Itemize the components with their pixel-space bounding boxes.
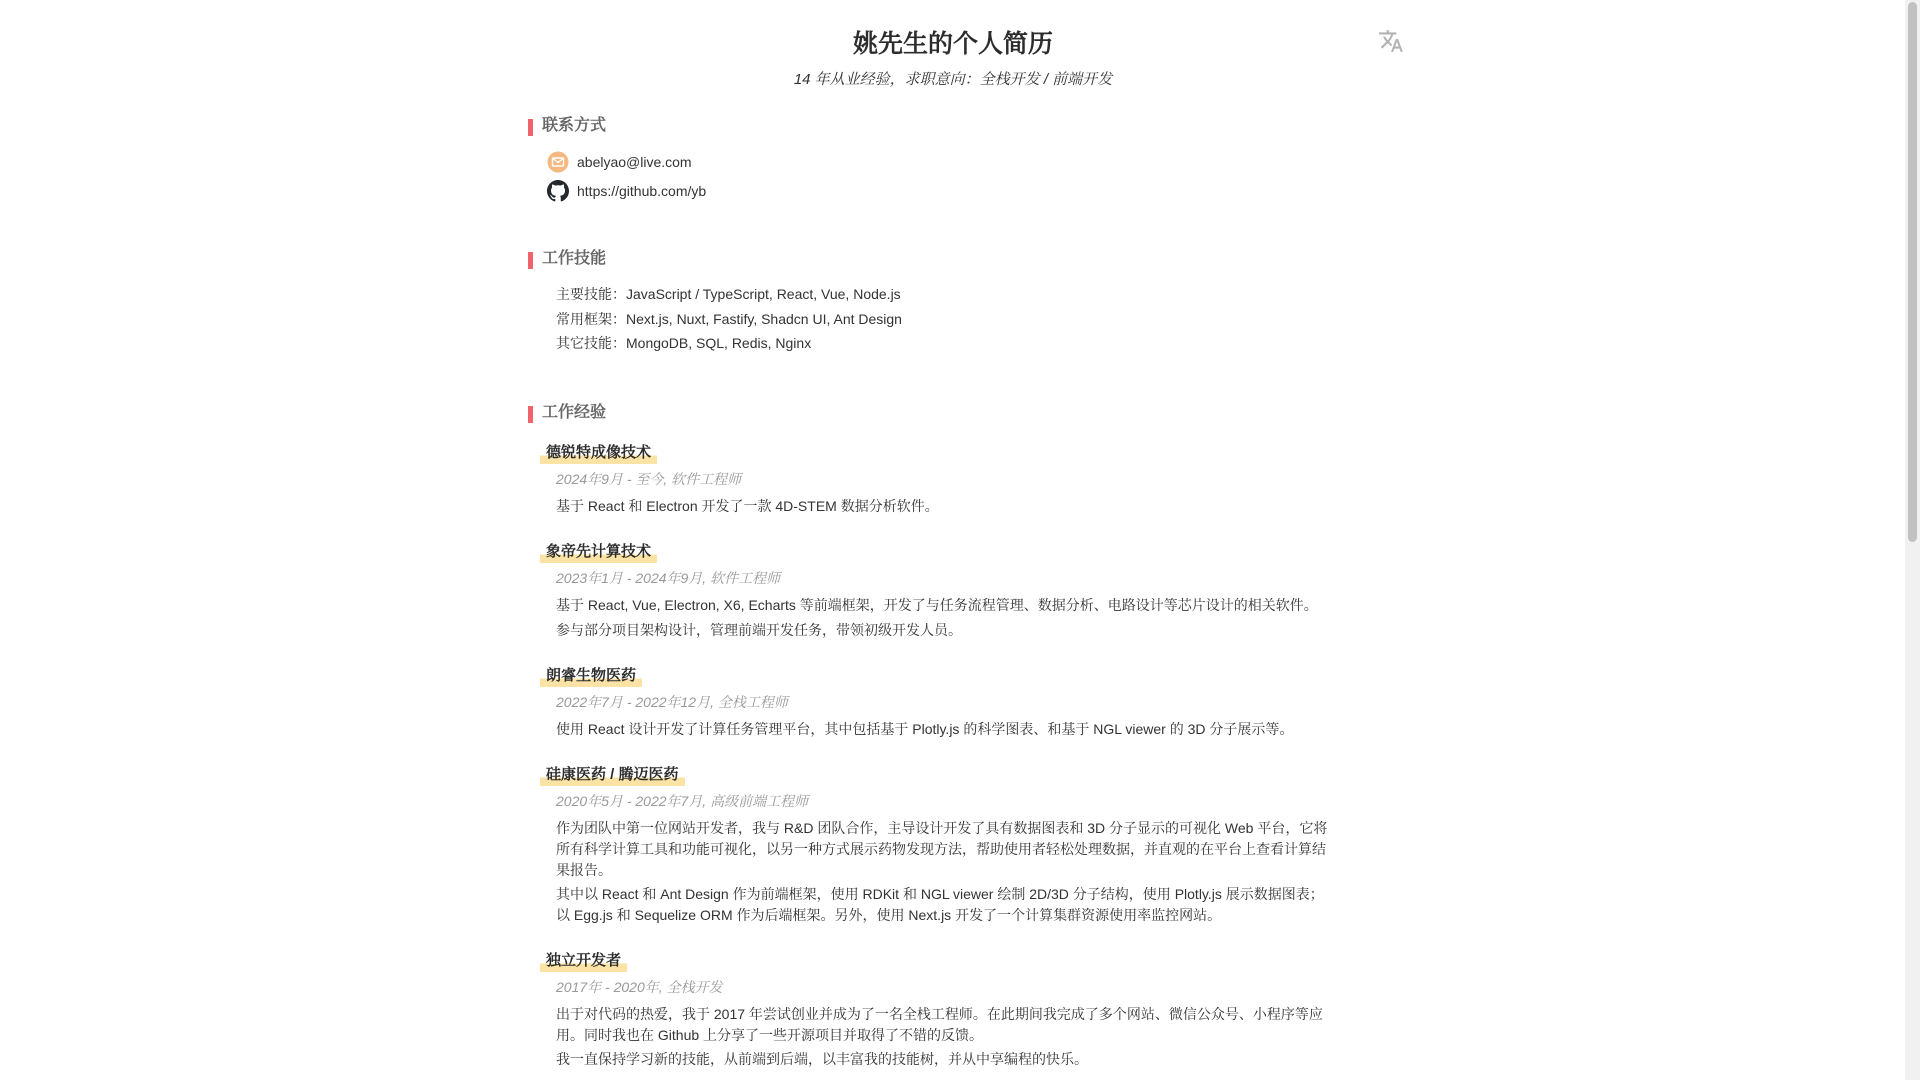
job-meta: 2022年7月 - 2022年12月, 全栈工程师	[556, 693, 788, 710]
job-description: 我一直保持学习新的技能，从前端到后端，以丰富我的技能树，并从中享编程的快乐。	[556, 1050, 1088, 1067]
job-description: 其中以 React 和 Ant Design 作为前端框架，使用 RDKit 和 NGL viewer 绘制 2D/3D 分子结构，使用 Plotly.js 展示数据图表；以 Egg.js 和 Sequelize ORM 作为后端框架。另外，使用 Next.js 开发了一个计算集群资源使用率监控网站。	[556, 885, 1324, 923]
job-description: 基于 React 和 Electron 开发了一款 4D-STEM 数据分析软件。	[556, 497, 939, 514]
job-meta: 2020年5月 - 2022年7月, 高级前端工程师	[556, 792, 809, 809]
page-title: 姚先生的个人简历	[852, 30, 1053, 58]
job-company: 独立开发者	[540, 950, 627, 972]
resume-content	[528, 113, 1328, 1070]
job-meta: 2023年1月 - 2024年9月, 软件工程师	[556, 569, 781, 586]
scrollbar-thumb[interactable]	[1908, 2, 1917, 542]
job-description: 基于 React, Vue, Electron, X6, Echarts 等前端框架，开发了与任务流程管理、数据分析、电路设计等芯片设计的相关软件。	[556, 596, 1318, 613]
job-description: 使用 React 设计开发了计算任务管理平台，其中包括基于 Plotly.js 的科学图表、和基于 NGL viewer 的 3D 分子展示等。	[556, 720, 1294, 737]
job-entry	[540, 442, 1328, 517]
skill-line-frameworks: 常用框架：Next.js, Nuxt, Fastify, Shadcn UI, Ant Design	[556, 310, 902, 327]
skills-section	[528, 246, 1328, 356]
skill-line-main: 主要技能：JavaScript / TypeScript, React, Vue, Node.js	[556, 286, 901, 302]
job-company: 德锐特成像技术	[540, 442, 657, 464]
email-icon	[547, 151, 569, 173]
contact-github	[547, 180, 1328, 202]
contact-section	[528, 113, 1328, 202]
page-subtitle: 14 年从业经验，求职意向：全栈开发 / 前端开发	[793, 71, 1113, 88]
job-description: 出于对代码的热爱，我于 2017 年尝试创业并成为了一名全栈工程师。在此期间我完成了多个网站、微信公众号、小程序等应用。同时我也在 Github 上分享了一些开源项目并取得了不错的反馈。	[556, 1005, 1323, 1043]
job-company: 象帝先计算技术	[540, 541, 657, 563]
job-entry	[540, 950, 1328, 1070]
job-entry	[540, 665, 1328, 740]
translate-icon[interactable]	[1378, 28, 1404, 54]
page-scrollbar[interactable]	[1905, 0, 1920, 1080]
github-link[interactable]: https://github.com/yb	[577, 183, 707, 199]
contact-email	[547, 151, 1328, 173]
experience-section	[528, 400, 1328, 1070]
job-meta: 2024年9月 - 至今, 软件工程师	[556, 470, 742, 487]
email-link[interactable]: abelyao@live.com	[577, 154, 692, 170]
job-entry	[540, 541, 1328, 641]
job-company: 硅康医药 / 腾迈医药	[540, 764, 685, 786]
skills-heading: 工作技能	[528, 246, 1328, 272]
job-meta: 2017年 - 2020年, 全栈开发	[556, 978, 723, 995]
contact-heading: 联系方式	[528, 113, 1328, 139]
experience-heading: 工作经验	[528, 400, 1328, 426]
job-description: 作为团队中第一位网站开发者，我与 R&D 团队合作，主导设计开发了具有数据图表和 3D 分子显示的可视化 Web 平台，它将所有科学计算工具和功能可视化，以另一种方式展示药物发现方法，帮助使用者轻松处理数据，并直观的在平台上查看计算结果报告。	[556, 819, 1328, 878]
github-icon	[547, 180, 569, 202]
skill-line-other: 其它技能：MongoDB, SQL, Redis, Nginx	[556, 335, 812, 351]
job-entry	[540, 764, 1328, 926]
job-company: 朗睿生物医药	[540, 665, 642, 687]
contact-list	[547, 151, 1328, 202]
skills-list	[556, 282, 1328, 356]
job-description: 参与部分项目架构设计，管理前端开发任务，带领初级开发人员。	[556, 621, 962, 638]
resume-header	[530, 24, 1376, 90]
